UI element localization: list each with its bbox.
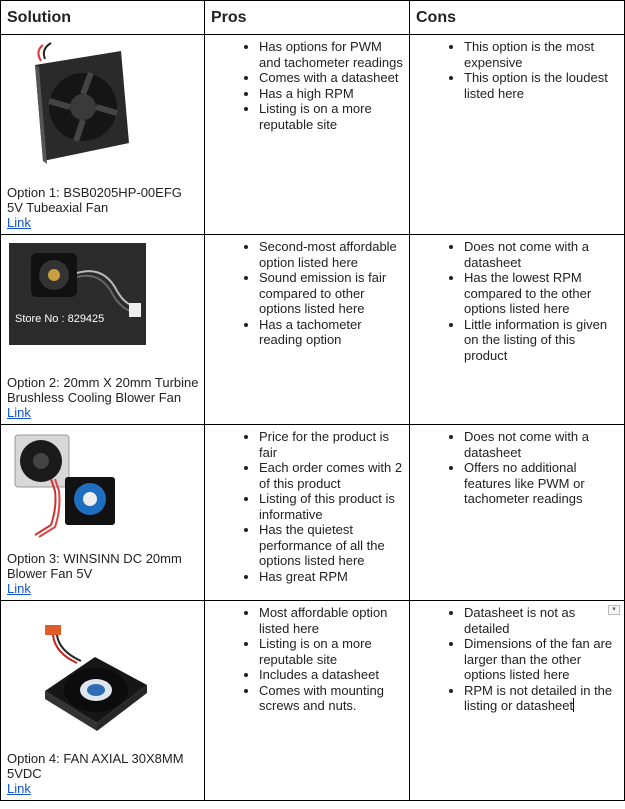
table-row	[1, 235, 625, 425]
pros-cell	[205, 235, 410, 425]
pros-cell	[205, 35, 410, 235]
product-link[interactable]: Link	[7, 581, 31, 596]
text-cursor	[573, 698, 574, 712]
winsinn-fan-image	[11, 431, 121, 541]
table-row	[1, 35, 625, 235]
pros-list	[205, 605, 409, 714]
cons-list	[410, 605, 624, 714]
cons-item: • Little information is given on the listing of this product	[464, 317, 624, 364]
pros-list	[205, 239, 409, 348]
cons-cell	[410, 35, 625, 235]
cons-item: • Datasheet is not as detailed	[464, 605, 624, 636]
pros-item: • Listing of this product is informative	[259, 491, 409, 522]
pros-list	[205, 429, 409, 584]
cons-item: • Offers no additional features like PWM or tachometer readings	[464, 460, 624, 507]
solution-cell	[1, 235, 205, 425]
header-cons: Cons	[410, 1, 625, 35]
pros-cell	[205, 425, 410, 601]
axial-fan-image	[25, 607, 155, 737]
cons-item: • Does not come with a datasheet	[464, 239, 624, 270]
pros-item: • Has a high RPM	[259, 86, 409, 102]
solution-cell	[1, 425, 205, 601]
cons-cell	[410, 235, 625, 425]
pros-item: • Listing is on a more reputable site	[259, 636, 409, 667]
tubeaxial-fan-image	[21, 43, 133, 175]
cons-list	[410, 429, 624, 507]
cons-item: • Has the lowest RPM compared to the other options listed here	[464, 270, 624, 317]
pros-item: • Has great RPM	[259, 569, 409, 585]
option-name: Option 3: WINSINN DC 20mm Blower Fan 5V	[7, 551, 182, 581]
pros-item: • Sound emission is fair compared to other options listed here	[259, 270, 409, 317]
pros-item: • Listing is on a more reputable site	[259, 101, 409, 132]
cons-cell	[410, 601, 625, 801]
image-caption: Store No : 829425	[15, 313, 105, 325]
cons-list	[410, 239, 624, 363]
solution-text	[7, 751, 200, 796]
solution-cell	[1, 35, 205, 235]
cons-item: • This option is the most expensive	[464, 39, 624, 70]
pros-item: • Second-most affordable option listed here	[259, 239, 409, 270]
cons-list	[410, 39, 624, 101]
solution-text	[7, 375, 200, 420]
pros-item: • Has a tachometer reading option	[259, 317, 409, 348]
product-link[interactable]: Link	[7, 215, 31, 230]
header-solution: Solution	[1, 1, 205, 35]
solution-cell	[1, 601, 205, 801]
product-link[interactable]: Link	[7, 781, 31, 796]
pros-item: • Has options for PWM and tachometer readings	[259, 39, 409, 70]
pros-item: • Each order comes with 2 of this product	[259, 460, 409, 491]
option-name: Option 4: FAN AXIAL 30X8MM 5VDC	[7, 751, 184, 781]
pros-item: • Price for the product is fair	[259, 429, 409, 460]
solution-text	[7, 185, 200, 230]
cons-item-text: RPM is not detailed in the listing or datasheet	[464, 682, 613, 713]
solution-text	[7, 551, 200, 596]
cons-item: • Dimensions of the fan are larger than the other options listed here	[464, 636, 624, 683]
pros-cell	[205, 601, 410, 801]
option-name: Option 1: BSB0205HP-00EFG 5V Tubeaxial Fan	[7, 185, 182, 215]
cell-menu-chevron-icon[interactable]: ▾	[608, 605, 620, 615]
header-pros: Pros	[205, 1, 410, 35]
pros-list	[205, 39, 409, 132]
pros-item: • Most affordable option listed here	[259, 605, 409, 636]
cons-item	[464, 683, 624, 714]
option-name: Option 2: 20mm X 20mm Turbine Brushless Cooling Blower Fan	[7, 375, 199, 405]
cons-item: • This option is the loudest listed here	[464, 70, 624, 101]
table-row	[1, 425, 625, 601]
pros-item: • Includes a datasheet	[259, 667, 409, 683]
table-row	[1, 601, 625, 801]
cons-item: • Does not come with a datasheet	[464, 429, 624, 460]
pros-item: • Has the quietest performance of all the options listed here	[259, 522, 409, 569]
cons-cell	[410, 425, 625, 601]
pros-item: • Comes with mounting screws and nuts.	[259, 683, 409, 714]
header-row	[1, 1, 625, 35]
product-link[interactable]: Link	[7, 405, 31, 420]
pros-item: • Comes with a datasheet	[259, 70, 409, 86]
blower-fan-image	[9, 243, 146, 345]
